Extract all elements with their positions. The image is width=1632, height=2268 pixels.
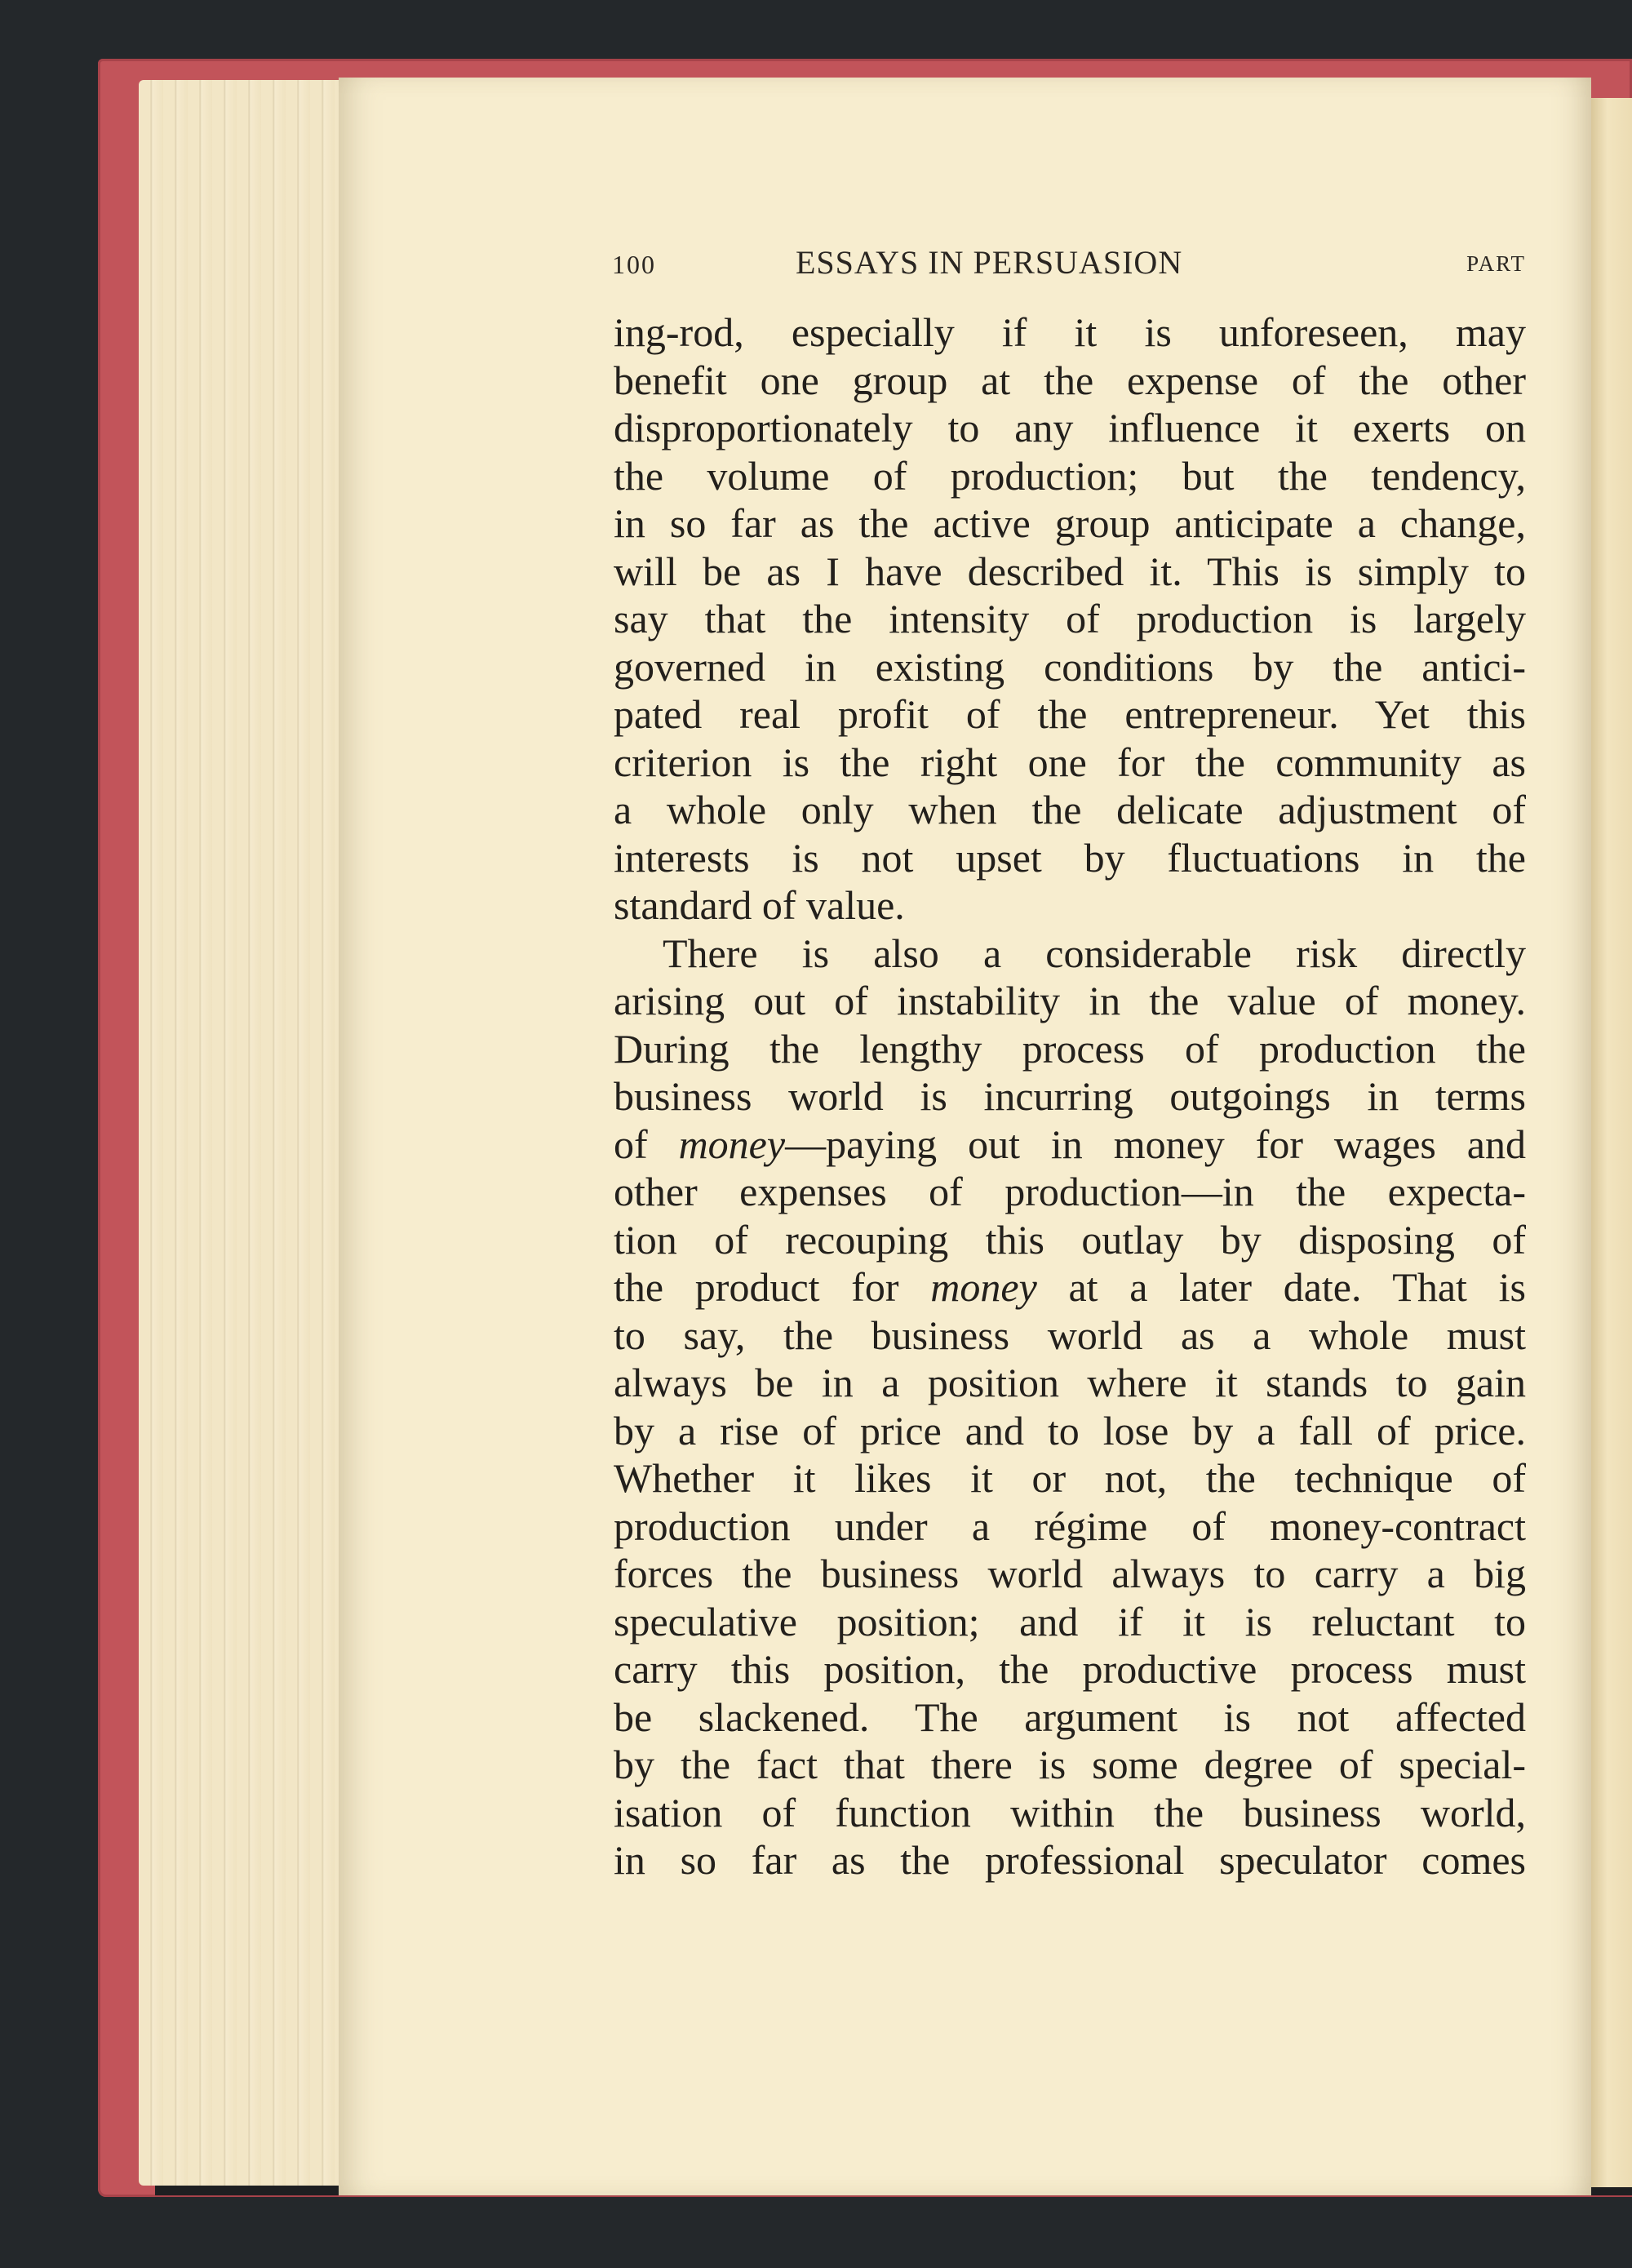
text-line: benefit one group at the expense of the other — [614, 357, 1526, 403]
text-line: tion of recouping this outlay by disposing of — [614, 1216, 1526, 1263]
text-line: During the lengthy process of production the — [614, 1025, 1526, 1072]
text-run: of — [614, 1121, 679, 1167]
text-line: disproportionately to any influence it exerts on — [614, 405, 1526, 450]
text-line: the volume of production; but the tendency, — [614, 452, 1526, 499]
italic-text: money — [930, 1264, 1037, 1310]
running-head — [612, 243, 1526, 284]
text-line: by the fact that there is some degree of special- — [614, 1742, 1526, 1787]
text-run: the product for — [614, 1264, 931, 1310]
text-line: other expenses of production—in the expecta- — [614, 1169, 1526, 1214]
text-line — [614, 1263, 1526, 1312]
text-line: by a rise of price and to lose by a fall of price. — [614, 1407, 1526, 1454]
text-line: always be in a position where it stands to gain — [614, 1360, 1526, 1405]
text-run: at a later date. That is — [1036, 1264, 1526, 1310]
italic-text: money — [678, 1121, 786, 1167]
page-number: 100 — [612, 250, 656, 279]
text-line: ing-rod, especially if it is unforeseen, may — [614, 309, 1526, 355]
text-line: governed in existing conditions by the antici- — [614, 643, 1526, 690]
running-title: ESSAYS IN PERSUASION — [796, 244, 1183, 281]
text-line: be slackened. The argument is not affected — [614, 1693, 1526, 1740]
text-line: in so far as the active group anticipate a change, — [614, 500, 1526, 546]
body-text — [614, 308, 1526, 1884]
text-run: —paying out in money for wages and — [785, 1121, 1526, 1167]
text-line: forces the business world always to carry a big — [614, 1551, 1526, 1596]
text-line: say that the intensity of production is largely — [614, 596, 1526, 641]
text-line: speculative position; and if it is reluctant to — [614, 1598, 1526, 1644]
text-line: a whole only when the delicate adjustment of — [614, 787, 1526, 832]
text-line: business world is incurring outgoings in terms — [614, 1073, 1526, 1119]
page-edges — [139, 80, 343, 2186]
text-line: Whether it likes it or not, the technique of — [614, 1455, 1526, 1501]
text-line: will be as I have described it. This is simply to — [614, 548, 1526, 594]
text-line: carry this position, the productive process must — [614, 1646, 1526, 1692]
text-line — [614, 1121, 1526, 1169]
text-line: arising out of instability in the value of money. — [614, 978, 1526, 1023]
section-label: PART — [1466, 251, 1526, 276]
text-line: in so far as the professional speculator comes — [614, 1837, 1526, 1883]
facing-page-edge — [1591, 98, 1632, 2187]
text-line: to say, the business world as a whole must — [614, 1312, 1526, 1358]
text-line: criterion is the right one for the community as — [614, 739, 1526, 785]
text-line: isation of function within the business world, — [614, 1789, 1526, 1835]
paragraph-first-line: There is also a considerable risk directly — [663, 930, 1526, 976]
text-line: production under a régime of money-contract — [614, 1502, 1526, 1549]
text-line: standard of value. — [614, 882, 905, 928]
text-line: pated real profit of the entrepreneur. Yet this — [614, 691, 1526, 737]
text-line: interests is not upset by fluctuations in the — [614, 834, 1526, 881]
